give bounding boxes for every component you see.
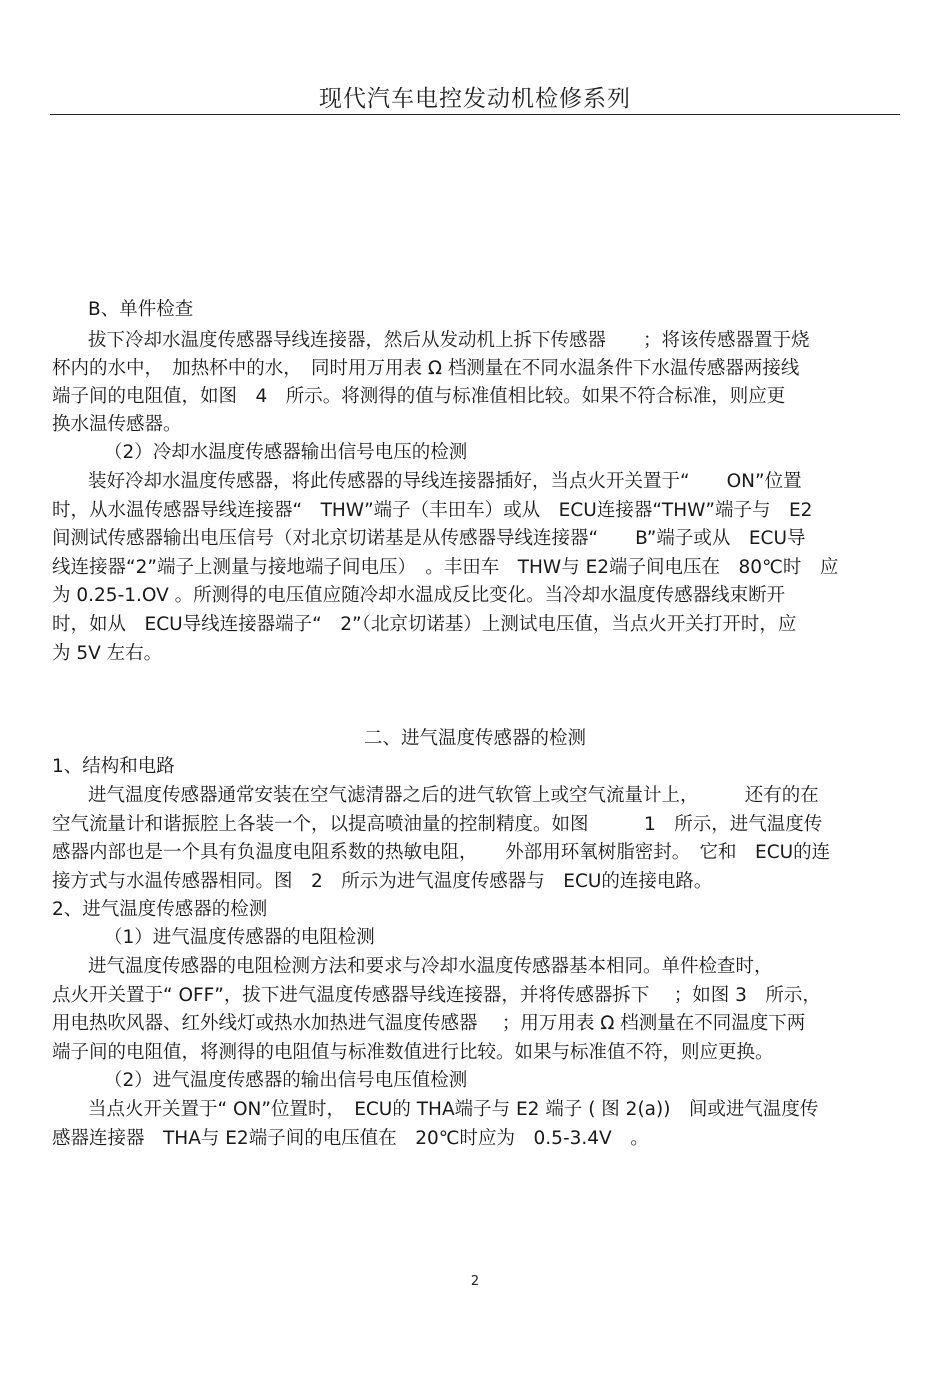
paragraph-line: 拔下冷却水温度传感器导线连接器，然后从发动机上拆下传感器 ；将该传感器置于烧 xyxy=(88,330,810,351)
paragraph-line: 点火开关置于“ OFF”，拔下进气温度传感器导线连接器，并将传感器拆下 ；如图 3 所示， xyxy=(52,985,821,1006)
subsection-heading: B、单件检查 xyxy=(88,299,194,320)
page-header-title: 现代汽车电控发动机检修系列 xyxy=(319,86,631,112)
header-divider xyxy=(50,114,900,115)
paragraph-line: 时，从水温传感器导线连接器“ THW”端子（丰田车）或从 ECU连接器“THW”端子与 E2 xyxy=(52,500,813,521)
paragraph-line: 感器连接器 THA与 E2端子间的电压值在 20℃时应为 0.5-3.4V 。 xyxy=(52,1128,649,1149)
paragraph-line: 杯内的水中， 加热杯中的水， 同时用万用表 Ω 档测量在不同水温条件下水温传感器两接线 xyxy=(52,358,800,379)
subsection-heading: （2）冷却水温度传感器输出信号电压的检测 xyxy=(104,442,468,463)
paragraph-line: 进气温度传感器通常安装在空气滤清器之后的进气软管上或空气流量计上， 还有的在 xyxy=(88,785,819,806)
paragraph-line: 进气温度传感器的电阻检测方法和要求与冷却水温度传感器基本相同。单件检查时， xyxy=(88,956,773,977)
paragraph-line: 端子间的电阻值，如图 4 所示。将测得的值与标准值相比较。如果不符合标准，则应更 xyxy=(52,386,786,407)
paragraph-line: 感器内部也是一个具有负温度电阻系数的热敏电阻， 外部用环氧树脂密封。 它和 ECU的连 xyxy=(52,842,831,863)
paragraph-line: 接方式与水温传感器相同。图 2 所示为进气温度传感器与 ECU的连接电路。 xyxy=(52,871,713,892)
paragraph-line: 装好冷却水温度传感器，将此传感器的导线连接器插好，当点火开关置于“ ON”位置 xyxy=(88,471,802,492)
paragraph-line: 端子间的电阻值，将测得的电阻值与标准数值进行比较。如果与标准值不符，则应更换。 xyxy=(52,1042,774,1063)
subsection-heading: （2）进气温度传感器的输出信号电压值检测 xyxy=(104,1070,468,1091)
paragraph-line: 为 0.25-1.OV 。所测得的电压值应随冷却水温成反比变化。当冷却水温度传感器线束断开 xyxy=(52,585,786,606)
paragraph-line: 时，如从 ECU导线连接器端子“ 2”（北京切诺基）上测试电压值，当点火开关打开时，应 xyxy=(52,614,797,635)
page-number: 2 xyxy=(470,1274,480,1289)
paragraph-line: 为 5V 左右。 xyxy=(52,643,163,664)
paragraph-line: 当点火开关置于“ ON”位置时， ECU的 THA端子与 E2 端子 ( 图 2(a)) 间或进气温度传 xyxy=(88,1099,819,1120)
paragraph-line: 空气流量计和谐振腔上各装一个，以提高喷油量的控制精度。如图 1 所示，进气温度传 xyxy=(52,814,823,835)
section-title: 二、进气温度传感器的检测 xyxy=(363,728,586,749)
paragraph-line: 线连接器“2”端子上测量与接地端子间电压） 。丰田车 THW与 E2端子间电压在 80℃时 应 xyxy=(52,557,839,578)
paragraph-line: 用电热吹风器、红外线灯或热水加热进气温度传感器 ；用万用表 Ω 档测量在不同温度下两 xyxy=(52,1013,806,1034)
section-heading: 1、结构和电路 xyxy=(52,756,175,777)
subsection-heading: （1）进气温度传感器的电阻检测 xyxy=(104,927,375,948)
section-heading: 2、进气温度传感器的检测 xyxy=(52,899,268,920)
paragraph-line: 间测试传感器输出电压信号（对北京切诺基是从传感器导线连接器“ B”端子或从 ECU导 xyxy=(52,528,806,549)
paragraph-line: 换水温传感器。 xyxy=(52,414,182,435)
